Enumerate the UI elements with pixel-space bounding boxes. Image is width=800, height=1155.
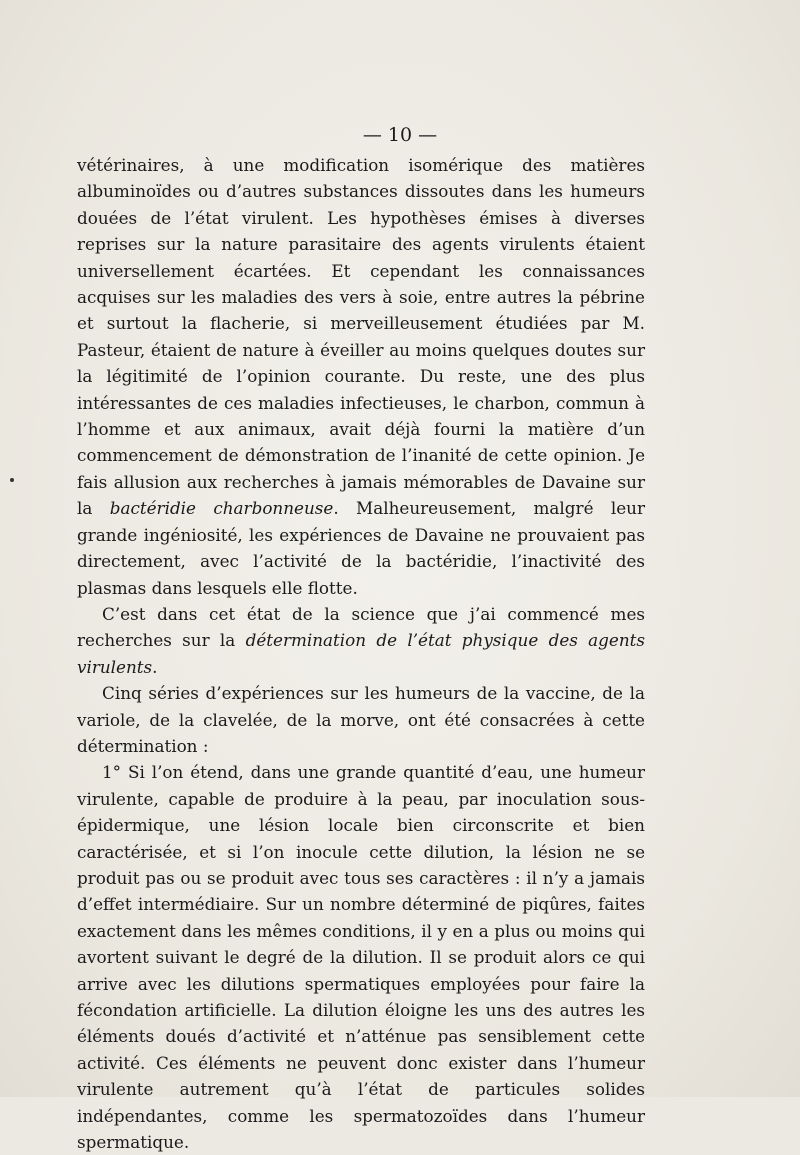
paragraph-1 bbox=[77, 152, 645, 601]
paragraph-3: Cinq séries d’expériences sur les humeurs de la vaccine, de la variole, de la clavelée, de la morve, ont été consacrées à cette détermination : bbox=[77, 683, 645, 756]
paragraph-2-italic: détermination de l’état physique des agents virulents bbox=[77, 630, 645, 677]
page-number: — 10 — bbox=[362, 124, 438, 146]
paragraph-2 bbox=[77, 601, 645, 680]
paragraph-1-italic: bactéridie charbonneuse bbox=[109, 498, 334, 519]
paragraph-1-text-a: vétérinaires, à une modification isomérique des matières albuminoïdes ou d’autres substances dissoutes dans les humeurs douées de l’état virulent. Les hypothèses émises à diverses reprises sur la nature parasitaire des agents virulents étaient universellement écartées. Et cependant les connaissances acquises sur les maladies des vers à soie, entre autres la pébrine et surtout la flacherie, si merveilleusement étudiées par M. Pasteur, étaient de nature à éveiller au moins quelques doutes sur la légitimité de l’opinion courante. Du reste, une des plus intéressantes de ces maladies infectieuses, le charbon, commun à l’homme et aux animaux, avait déjà fourni la matière d’un commencement de démonstration de l’inanité de cette opinion. Je fais allusion aux recherches à jamais mémorables de Davaine sur la bbox=[77, 155, 645, 519]
paragraph-2-text-a: C’est dans cet état de la science que j’ai commencé mes recherches sur la bbox=[77, 603, 645, 651]
body-text bbox=[77, 152, 645, 1155]
paragraph-4: 1° Si l’on étend, dans une grande quantité d’eau, une humeur virulente, capable de produire à la peau, par inoculation sous-épidermique, une lésion locale bien circonscrite et bien caractérisée, et si l’on inocule cette dilution, la lésion ne se produit pas ou se produit avec tous ses caractères : il n’y a jamais d’effet intermédiaire. Sur un nombre déterminé de piqûres, faites exactement dans les mêmes conditions, il y en a plus ou moins qui avortent suivant le degré de la dilution. Il se produit alors ce qui arrive avec les dilutions spermatiques employées pour faire la fécondation artificielle. La dilution éloigne les uns des autres les éléments doués d’activité et n’atténue pas sensiblement cette activité. Ces éléments ne peuvent donc exister dans l’humeur virulente autrement qu’à l’état de particules solides indépendantes, comme les spermatozoïdes dans l’humeur spermatique. bbox=[77, 762, 645, 1153]
paragraph-2-text-b: . bbox=[152, 656, 158, 677]
paragraph-1-text-b: . Malheureusement, malgré leur grande ingéniosité, les expériences de Davaine ne prouvaient pas directement, avec l’activité de la bactéridie, l’inactivité des plasmas dans lesquels elle flotte. bbox=[77, 498, 645, 598]
margin-dot bbox=[10, 478, 14, 482]
